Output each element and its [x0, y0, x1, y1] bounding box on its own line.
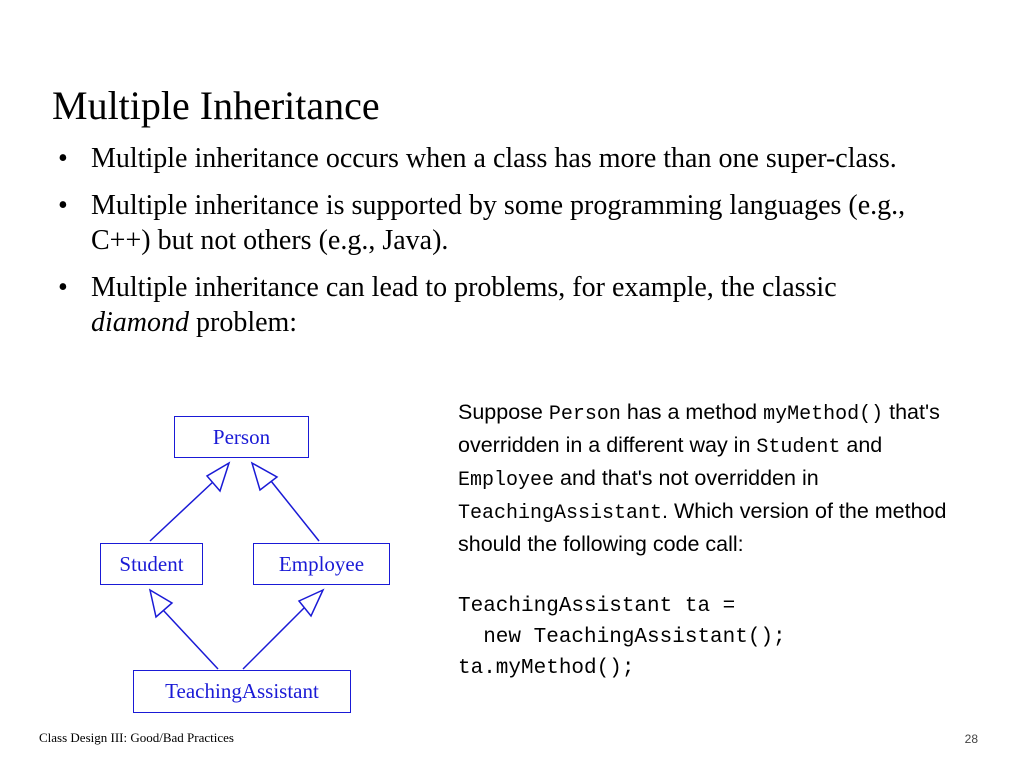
class-box-employee: Employee [253, 543, 390, 585]
explanation-text: and [840, 433, 883, 457]
spacer [458, 560, 978, 591]
bullet-marker: • [58, 272, 68, 303]
bullet-text [91, 272, 837, 338]
bullet-marker: • [58, 143, 68, 174]
code-inline: Employee [458, 469, 555, 492]
employee-to-person-line [271, 481, 319, 541]
explanation-text: Suppose [458, 400, 549, 424]
ta-to-employee-line [243, 608, 304, 669]
code-line: new TeachingAssistant(); [458, 626, 786, 649]
class-box-person: Person [174, 416, 309, 458]
code-line: TeachingAssistant ta = [458, 595, 736, 618]
bullet-list [52, 141, 932, 352]
code-inline: TeachingAssistant [458, 502, 663, 525]
ta-to-student-arrow-icon [150, 590, 172, 617]
ta-to-employee-arrow-icon [299, 590, 323, 616]
student-to-person-arrow-icon [207, 463, 229, 491]
bullet-marker: • [58, 190, 68, 221]
code-inline: Person [548, 403, 621, 426]
employee-to-person-arrow-icon [252, 463, 277, 490]
bullet-item [52, 188, 932, 258]
class-box-student: Student [100, 543, 203, 585]
footer-course-title: Class Design III: Good/Bad Practices [39, 730, 234, 745]
emphasis-diamond: diamond [91, 307, 189, 338]
bullet-text-part: Multiple inheritance can lead to problems, for example, the classic [91, 272, 837, 303]
bullet-text: Multiple inheritance is supported by some programming languages (e.g., C++) but not others (e.g., Java). [91, 190, 906, 256]
code-inline: Student [756, 436, 841, 459]
class-box-teaching-assistant: TeachingAssistant [133, 670, 351, 713]
explanation-text: that's overridden in a different way in [458, 400, 940, 457]
bullet-text: Multiple inheritance occurs when a class has more than one super-class. [91, 143, 897, 174]
explanation-text: has a method [620, 400, 764, 424]
ta-to-student-line [163, 610, 218, 669]
code-inline: myMethod() [763, 403, 884, 426]
explanation-text: and that's not overridden in [554, 466, 819, 490]
explanation-block [458, 397, 978, 684]
explanation-paragraph [458, 397, 978, 560]
student-to-person-line [150, 481, 214, 541]
bullet-text-part: problem: [189, 307, 298, 338]
explanation-text: . Which version of the method should the following code call: [458, 499, 947, 556]
slide-title: Multiple Inheritance [52, 83, 380, 128]
code-line: ta.myMethod(); [458, 657, 635, 680]
bullet-item [52, 141, 932, 176]
page-number: 28 [964, 732, 978, 746]
bullet-item [52, 270, 932, 340]
